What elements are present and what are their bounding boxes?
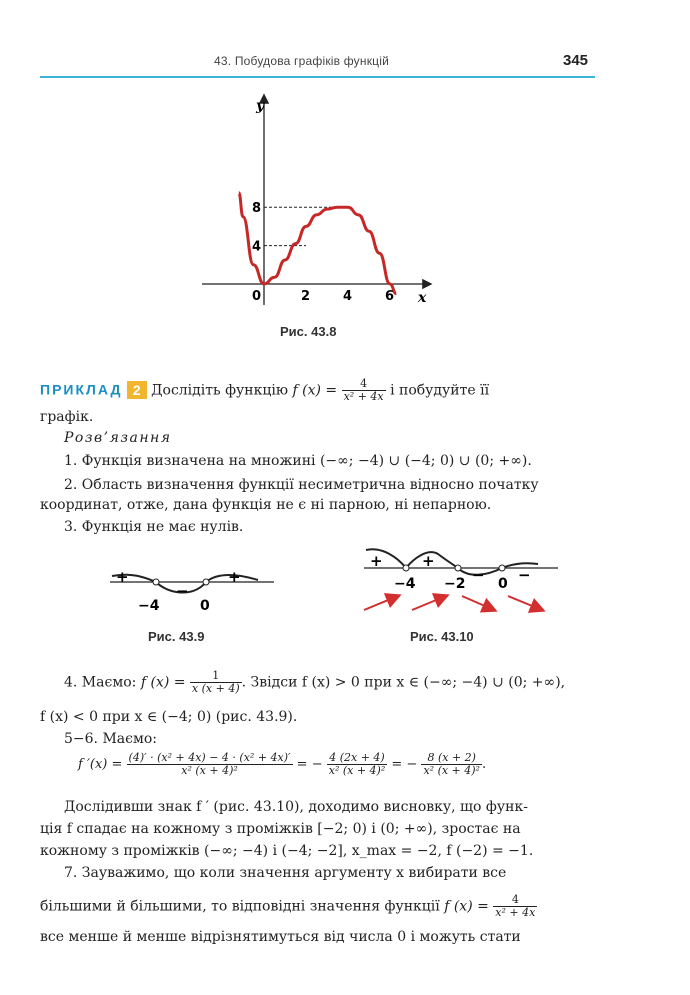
conclusion-line-3: кожному з проміжків (−∞; −4) і (−4; −2], x_max = −2, f (−2) = −1. bbox=[40, 843, 534, 859]
sign-diagram-43-10 bbox=[362, 540, 562, 618]
function-curve bbox=[239, 193, 396, 294]
step-3: 3. Функція не має нулів. bbox=[64, 519, 244, 535]
step-2-line-1: 2. Область визначення функції несиметрична відносно початку bbox=[64, 477, 539, 493]
step-7-frac-den: x² + 4x bbox=[495, 906, 536, 919]
increase-arrow bbox=[412, 596, 446, 610]
fig10-sign: + bbox=[370, 552, 383, 570]
task-func: f (x) = bbox=[292, 382, 338, 399]
fig10-sign: + bbox=[422, 552, 435, 570]
page-number: 345 bbox=[563, 52, 589, 69]
deriv-frac-3 bbox=[421, 752, 482, 777]
step-7-fraction bbox=[493, 894, 537, 919]
step-4-frac-num: 1 bbox=[212, 669, 220, 682]
step-56-title: 5−6. Маємо: bbox=[64, 731, 158, 747]
step-4-line-1 bbox=[64, 670, 565, 695]
fig9-point bbox=[153, 579, 159, 585]
caption-43-9: Рис. 43.9 bbox=[148, 629, 205, 644]
conclusion-line-2: ція f спадає на кожному з проміжків [−2; 0) і (0; +∞), зростає на bbox=[40, 821, 521, 837]
fig9-point-label: −4 bbox=[138, 598, 160, 614]
chapter-title: 43. Побудова графіків функцій bbox=[214, 54, 389, 68]
deriv-frac-1-den: x² (x + 4)² bbox=[127, 764, 293, 777]
task-suffix: і побудуйте її bbox=[390, 382, 490, 399]
deriv-frac-2-den: x² (x + 4)² bbox=[328, 764, 386, 777]
x-tick-label: 6 bbox=[385, 289, 395, 304]
task-frac-den: x² + 4x bbox=[343, 390, 384, 403]
derivative-formula bbox=[78, 752, 486, 777]
task-fraction bbox=[342, 378, 386, 403]
example-label: ПРИКЛАД bbox=[40, 381, 123, 398]
step-7-line-3: все менше й менше відрізнятимуться від числа 0 і можуть стати bbox=[40, 929, 521, 945]
task-prefix: Дослідіть функцію bbox=[151, 382, 289, 399]
step-4-func: f (x) = bbox=[140, 674, 186, 691]
step-4-suffix: . Звідси f (x) > 0 при x ∈ (−∞; −4) ∪ (0; +∞), bbox=[241, 674, 566, 691]
deriv-eq-2: = − bbox=[391, 757, 418, 772]
deriv-frac-1 bbox=[127, 752, 293, 777]
y-tick-label: 4 bbox=[252, 239, 262, 255]
step-7-func: f (x) = bbox=[444, 898, 489, 915]
example-header bbox=[40, 378, 489, 403]
step-7-line-1: 7. Зауважимо, що коли значення аргументу x вибирати все bbox=[64, 865, 507, 881]
step-4-fraction bbox=[190, 670, 242, 695]
step-4-frac-den: x (x + 4) bbox=[191, 682, 240, 695]
caption-43-10: Рис. 43.10 bbox=[410, 629, 474, 644]
step-4-line-2: f (x) < 0 при x ∈ (−4; 0) (рис. 43.9). bbox=[40, 709, 298, 725]
deriv-end: . bbox=[481, 757, 487, 772]
x-axis-label: x bbox=[418, 290, 427, 306]
deriv-frac-3-num: 8 (x + 2) bbox=[427, 751, 476, 764]
decrease-arrow bbox=[508, 596, 542, 610]
example-number: 2 bbox=[127, 381, 147, 399]
fig10-curve bbox=[366, 549, 538, 575]
x-tick-label: 0 bbox=[252, 289, 262, 304]
deriv-frac-1-num: (4)′ · (x² + 4x) − 4 · (x² + 4x)′ bbox=[128, 751, 291, 764]
fig10-point bbox=[455, 565, 461, 571]
increase-arrow bbox=[364, 596, 398, 610]
fig10-point-label: −4 bbox=[394, 576, 416, 592]
y-tick-label: 8 bbox=[252, 201, 262, 217]
fig10-sign: − bbox=[518, 566, 531, 584]
fig9-sign: − bbox=[176, 582, 189, 600]
step-1: 1. Функція визначена на множині (−∞; −4) ∪ (−4; 0) ∪ (0; +∞). bbox=[64, 453, 532, 469]
step-7-line-2 bbox=[40, 894, 537, 919]
x-tick-label: 2 bbox=[301, 289, 311, 304]
caption-43-8: Рис. 43.8 bbox=[280, 324, 337, 339]
fig10-sign: − bbox=[472, 566, 485, 584]
deriv-lhs: f ′(x) = bbox=[78, 757, 123, 772]
fig10-point-label: −2 bbox=[444, 576, 466, 592]
fig9-sign: + bbox=[228, 568, 241, 586]
y-axis-label: y bbox=[256, 98, 265, 114]
fig9-point-label: 0 bbox=[200, 598, 210, 614]
step-7-frac-num: 4 bbox=[511, 893, 519, 906]
deriv-eq-1: = − bbox=[296, 757, 323, 772]
fig10-point bbox=[499, 565, 505, 571]
x-tick-label: 4 bbox=[343, 289, 353, 304]
header-rule bbox=[40, 76, 595, 78]
fig9-point bbox=[203, 579, 209, 585]
sign-diagram-43-9 bbox=[108, 560, 278, 620]
fig10-point bbox=[403, 565, 409, 571]
graph-figure-43-8 bbox=[190, 90, 450, 315]
step-4-prefix: 4. Маємо: bbox=[64, 674, 137, 691]
deriv-frac-2-num: 4 (2x + 4) bbox=[329, 751, 385, 764]
step-7-prefix: більшими й більшими, то відповідні значення функції bbox=[40, 898, 440, 915]
step-2-line-2: координат, отже, дана функція не є ні парною, ні непарною. bbox=[40, 497, 492, 513]
decrease-arrow bbox=[462, 596, 494, 610]
fig9-sign: + bbox=[116, 568, 129, 586]
deriv-frac-3-den: x² (x + 4)² bbox=[423, 764, 480, 777]
solution-title: Розв’язання bbox=[64, 430, 172, 446]
deriv-frac-2 bbox=[327, 752, 388, 777]
task-frac-num: 4 bbox=[360, 377, 368, 390]
fig10-point-label: 0 bbox=[498, 576, 508, 592]
conclusion-line-1: Дослідивши знак f ′ (рис. 43.10), доходимо висновку, що функ- bbox=[64, 799, 528, 815]
task-line-2: графік. bbox=[40, 409, 94, 425]
